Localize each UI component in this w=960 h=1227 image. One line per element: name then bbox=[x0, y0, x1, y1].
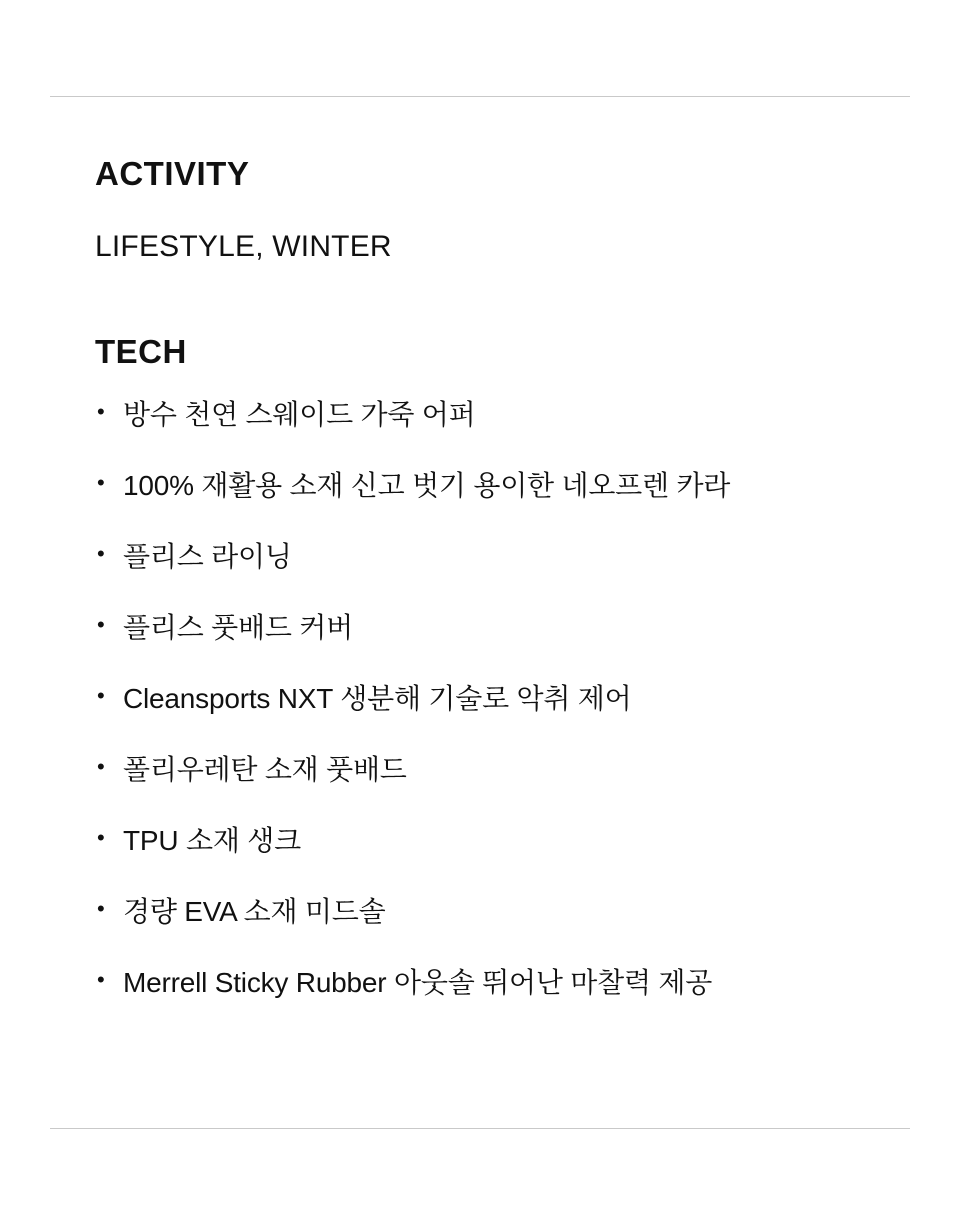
list-item: • Merrell Sticky Rubber 아웃솔 뛰어난 마찰력 제공 bbox=[95, 969, 895, 997]
bottom-divider bbox=[50, 1128, 910, 1129]
content-area bbox=[95, 155, 895, 997]
list-item: • 100% 재활용 소재 신고 벗기 용이한 네오프렌 카라 bbox=[95, 472, 895, 500]
activity-value: LIFESTYLE, WINTER bbox=[95, 229, 392, 263]
list-item: • TPU 소재 생크 bbox=[95, 827, 895, 855]
list-item: • Cleansports NXT 생분해 기술로 악취 제어 bbox=[95, 685, 895, 713]
top-divider bbox=[50, 96, 910, 97]
section-tech bbox=[95, 333, 895, 997]
list-item: • 경량 EVA 소재 미드솔 bbox=[95, 898, 895, 926]
tech-feature-list bbox=[95, 398, 895, 998]
section-activity bbox=[95, 155, 895, 265]
list-item: • 플리스 라이닝 bbox=[95, 543, 895, 571]
list-item: • 방수 천연 스웨이드 가죽 어퍼 bbox=[95, 401, 895, 429]
list-item: • 폴리우레탄 소재 풋배드 bbox=[95, 756, 895, 784]
activity-heading: ACTIVITY bbox=[95, 155, 250, 192]
tech-heading: TECH bbox=[95, 332, 187, 370]
list-item: • 플리스 풋배드 커버 bbox=[95, 614, 895, 642]
